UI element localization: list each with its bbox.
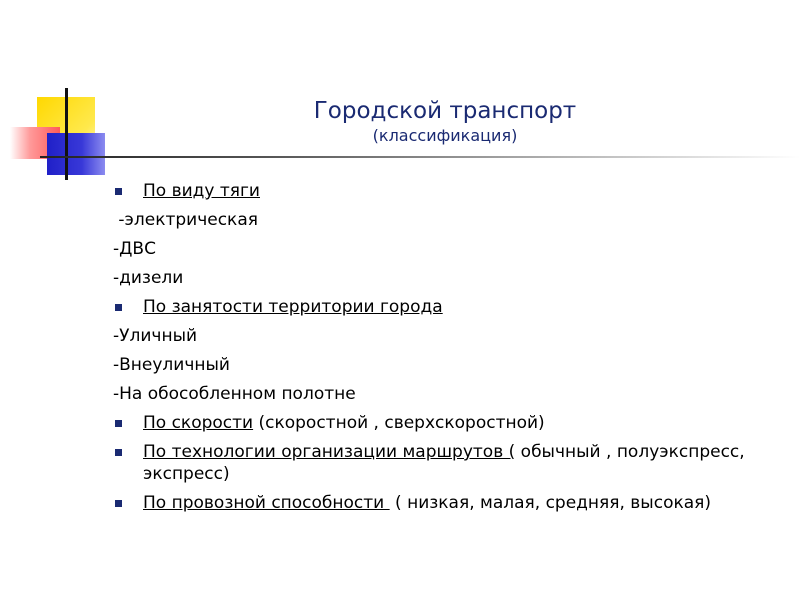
list-item: -Уличный (113, 326, 198, 346)
slide-title: Городской транспорт (313, 98, 577, 124)
bullet-rest-text: обычный , полуэкспресс, экспресс) (143, 442, 745, 484)
bullet-item (113, 296, 773, 318)
list-item: -дизели (113, 268, 184, 288)
vertical-rule (65, 88, 68, 180)
bullet-item (113, 492, 773, 514)
blue-square (47, 133, 105, 175)
decorative-squares (0, 0, 140, 190)
list-item: -На обособленном полотне (113, 384, 356, 404)
bullet-underlined-text: По скорости (143, 413, 254, 433)
list-item: -электрическая (113, 210, 258, 230)
title-divider (40, 156, 800, 158)
bullet-underlined-text: По технологии организации маршрутов ( (143, 442, 516, 462)
bullet-underlined-text: По провозной способности (143, 493, 390, 513)
bullet-item (113, 441, 773, 485)
bullet-rest-text: ( низкая, малая, средняя, высокая) (389, 493, 712, 513)
slide-content (113, 180, 773, 521)
bullet-underlined-text: По занятости территории города (143, 297, 443, 317)
title-block (250, 96, 640, 146)
bullet-rest-text: (скоростной , сверхскоростной) (253, 413, 545, 433)
bullet-item (113, 412, 773, 434)
bullet-item (113, 180, 773, 202)
slide-subtitle: (классификация) (372, 126, 518, 145)
list-item: -ДВС (113, 239, 156, 259)
bullet-underlined-text: По виду тяги (143, 181, 260, 201)
list-item: -Внеуличный (113, 355, 230, 375)
